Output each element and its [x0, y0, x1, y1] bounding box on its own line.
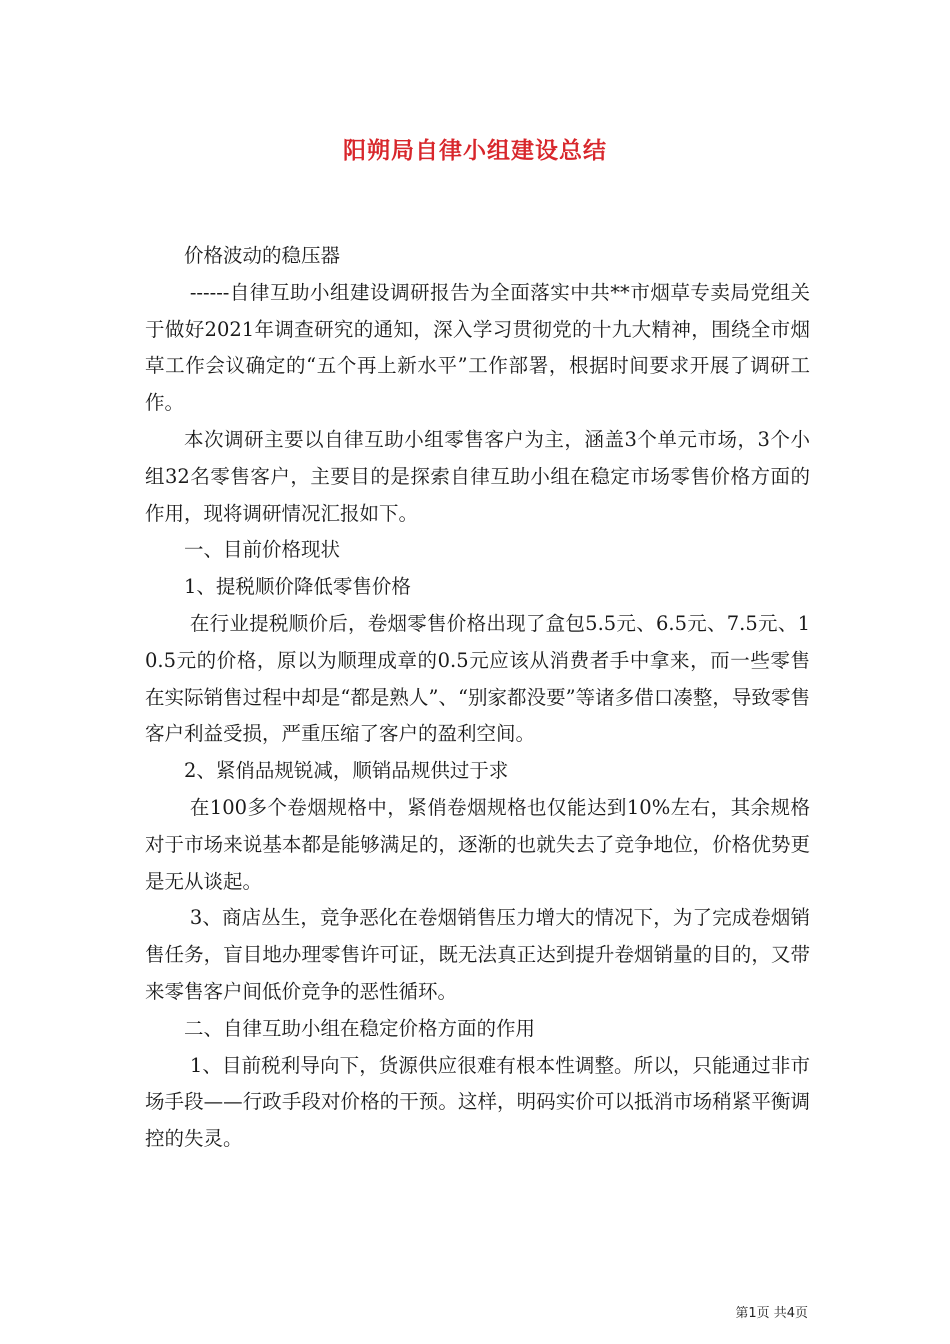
- body-paragraph: 在行业提税顺价后，卷烟零售价格出现了盒包5.5元、6.5元、7.5元、10.5元的价格，原以为顺理成章的0.5元应该从消费者手中拿来，而一些零售在实际销售过程中却是“都是熟人”、“别家都没要”等诸多借口凑整，导致零售客户利益受损，严重压缩了客户的盈利空间。: [145, 611, 810, 746]
- body-paragraph: 3、商店丛生，竞争恶化在卷烟销售压力增大的情况下，为了完成卷烟销售任务，盲目地办理零售许可证，既无法真正达到提升卷烟销量的目的，又带来零售客户间低价竞争的恶性循环。: [145, 906, 810, 1003]
- subsection-heading: 1、提税顺价降低零售价格: [184, 575, 411, 599]
- document-title: 阳朔局自律小组建设总结: [343, 138, 607, 164]
- section-heading: 一、目前价格现状: [184, 538, 341, 562]
- body-paragraph: 本次调研主要以自律互助小组零售客户为主，涵盖3个单元市场，3个小组32名零售客户，主要目的是探索自律互助小组在稳定市场零售价格方面的作用，现将调研情况汇报如下。: [145, 427, 810, 525]
- body-paragraph: ------自律互助小组建设调研报告为全面落实中共**市烟草专卖局党组关于做好2021年调查研究的通知，深入学习贯彻党的十九大精神，围绕全市烟草工作会议确定的“五个再上新水平”工作部署，根据时间要求开展了调研工作。: [145, 280, 810, 415]
- section-heading: 二、自律互助小组在稳定价格方面的作用: [184, 1016, 536, 1040]
- subtitle-paragraph: 价格波动的稳压器: [184, 244, 341, 267]
- page-number: 第1页 共4页: [735, 1306, 808, 1321]
- body-paragraph: 1、目前税利导向下，货源供应很难有根本性调整。所以，只能通过非市场手段——行政手段对价格的干预。这样，明码实价可以抵消市场稍紧平衡调控的失灵。: [145, 1053, 810, 1151]
- document-body: [145, 238, 810, 1158]
- body-paragraph: 在100多个卷烟规格中，紧俏卷烟规格也仅能达到10%左右，其余规格对于市场来说基本都是能够满足的，逐渐的也就失去了竞争地位，价格优势更是无从谈起。: [145, 795, 810, 893]
- subsection-heading: 2、紧俏品规锐减，顺销品规供过于求: [184, 759, 509, 783]
